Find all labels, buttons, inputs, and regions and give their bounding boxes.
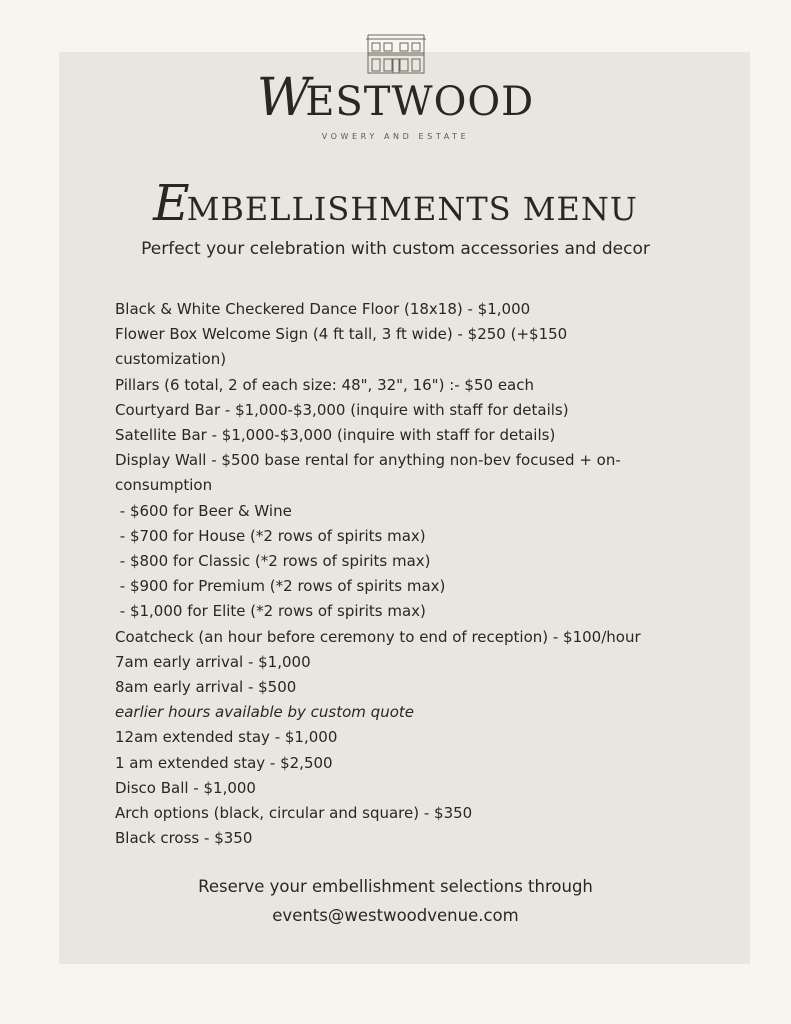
menu-subitem: - $700 for House (*2 rows of spirits max) [115,526,426,545]
menu-item: Flower Box Welcome Sign (4 ft tall, 3 ft wide) - $250 (+$150 customization) [115,325,568,369]
page-subtitle: Perfect your celebration with custom accessories and decor [141,239,650,259]
contact-email[interactable]: events@westwoodvenue.com [272,906,519,925]
menu-item: Disco Ball - $1,000 [115,778,256,797]
menu-note: earlier hours available by custom quote [115,703,414,722]
logo-rest: ESTWOOD [305,79,535,125]
menu-item: Display Wall - $500 base rental for anything non-bev focused + on-consumption [115,451,621,495]
menu-subitem: - $1,000 for Elite (*2 rows of spirits max) [115,602,426,621]
menu-subitem: - $600 for Beer & Wine [115,501,292,520]
menu-item: 1 am extended stay - $2,500 [115,753,333,772]
menu-item: 12am extended stay - $1,000 [115,728,338,747]
menu-item: Arch options (black, circular and square) - $350 [115,804,473,823]
building-logo-icon [366,33,426,75]
reservation-text: Reserve your embellishment selections through [198,877,593,896]
menu-item: Black cross - $350 [115,829,253,848]
menu-item: 8am early arrival - $500 [115,678,297,697]
logo-tagline: VOWERY AND ESTATE [321,132,470,141]
menu-item: Coatcheck (an hour before ceremony to end of reception) - $100/hour [115,627,641,646]
venue-logo [0,68,791,141]
menu-subitem: - $900 for Premium (*2 rows of spirits max) [115,577,446,596]
menu-subitem: - $800 for Classic (*2 rows of spirits max) [115,552,431,571]
logo-initial: W [256,68,312,128]
menu-item-list [115,297,675,851]
title-rest: MBELLISHMENTS MENU [186,190,638,228]
menu-item: Satellite Bar - $1,000-$3,000 (inquire with staff for details) [115,426,556,445]
menu-item: Courtyard Bar - $1,000-$3,000 (inquire with staff for details) [115,400,569,419]
reservation-note [0,872,791,930]
menu-item: Pillars (6 total, 2 of each size: 48", 32", 16") :- $50 each [115,375,535,394]
menu-item: 7am early arrival - $1,000 [115,652,311,671]
page-title [0,174,791,232]
title-initial: E [153,174,191,232]
menu-item: Black & White Checkered Dance Floor (18x18) - $1,000 [115,300,531,318]
logo-wordmark [0,68,791,128]
